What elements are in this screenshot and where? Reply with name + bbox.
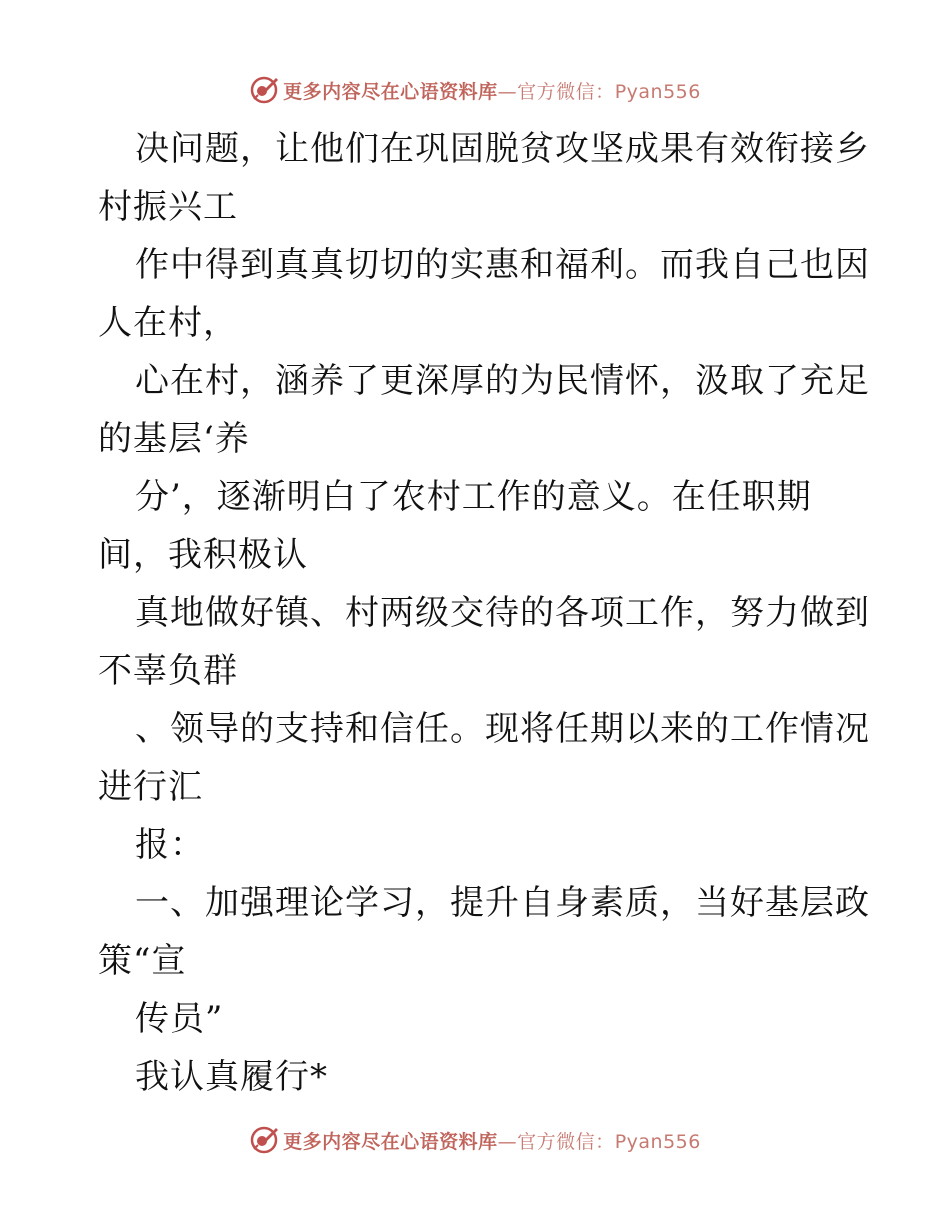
footer-wechat-label: 官方微信： [517, 1130, 615, 1153]
text-line: 真地做好镇、村两级交待的各项工作，努力做到 [135, 593, 870, 633]
text-line: 策“宣 [98, 941, 187, 981]
document-body [98, 120, 870, 1106]
text-line: 不辜负群 [98, 651, 238, 691]
logo-icon [249, 75, 279, 105]
footer-banner-separator: — [497, 1130, 518, 1153]
text-line: 心在村，涵养了更深厚的为民情怀，汲取了充足 [135, 361, 870, 401]
text-line: 间，我积极认 [98, 535, 308, 575]
text-line: 决问题，让他们在巩固脱贫攻坚成果有效衔接乡 [135, 129, 870, 169]
text-line: 一、加强理论学习，提升自身素质，当好基层政 [135, 883, 870, 923]
text-line: 分’，逐渐明白了农村工作的意义。在任职期 [135, 477, 812, 517]
header-banner-main: 更多内容尽在心语资料库 [283, 80, 498, 103]
header-wechat-id: Pyan556 [614, 80, 701, 103]
footer-banner [0, 1120, 950, 1160]
footer-banner-main: 更多内容尽在心语资料库 [283, 1130, 498, 1153]
footer-wechat-id: Pyan556 [614, 1130, 701, 1153]
header-wechat-label: 官方微信： [517, 80, 615, 103]
header-banner-text [283, 77, 701, 104]
logo-icon [249, 1125, 279, 1155]
text-line: 村振兴工 [98, 187, 238, 227]
header-banner-separator: — [497, 80, 518, 103]
text-line: 的基层‘养 [98, 419, 250, 459]
text-line: 作中得到真真切切的实惠和福利。而我自己也因 [135, 245, 870, 285]
text-line: 报： [135, 825, 205, 865]
text-line: 进行汇 [98, 767, 203, 807]
header-banner [0, 70, 950, 110]
text-line: 、领导的支持和信任。现将任期以来的工作情况 [135, 709, 870, 749]
text-line: 传员” [135, 999, 224, 1039]
footer-banner-text [283, 1127, 701, 1154]
text-line: 人在村， [98, 303, 238, 343]
text-line: 我认真履行* [135, 1057, 328, 1097]
